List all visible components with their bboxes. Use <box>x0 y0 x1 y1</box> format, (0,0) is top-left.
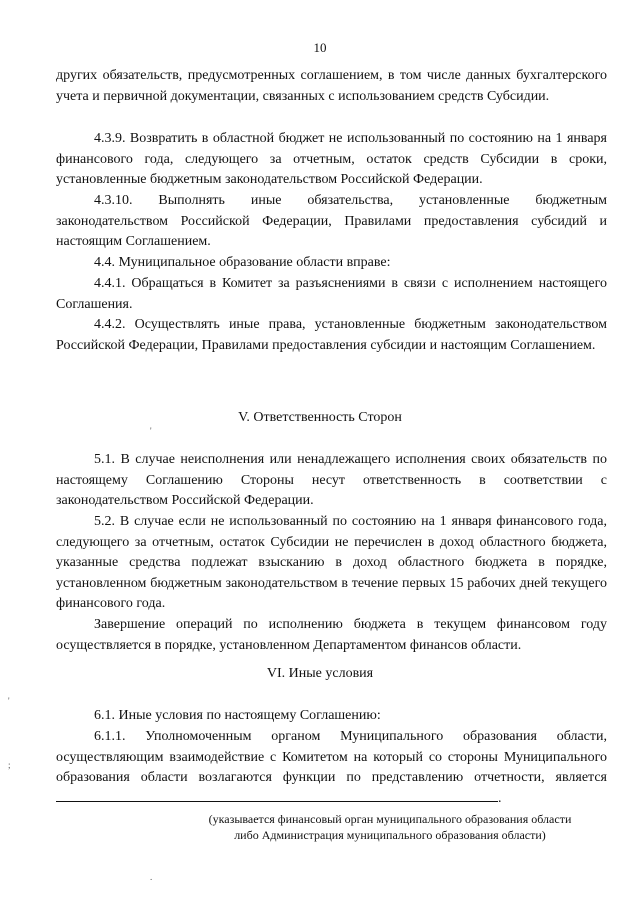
section-6-heading: VI. Иные условия <box>266 666 374 681</box>
paragraph-6-1-1-text: 6.1.1. Уполномоченным органом Муниципального образования области, осуществляющим взаимодействие с Комитетом на который со стороны Муниципального образования области возлагаются функции по представлению отчетности, является <box>56 729 607 785</box>
footnote-line-2: либо Администрация муниципального образования области) <box>234 828 546 842</box>
paragraph-4-4-1: 4.4.1. Обращаться в Комитет за разъяснениями в связи с исполнением настоящего Соглашения. <box>56 276 607 312</box>
paragraph-6-1-1-end: . <box>498 790 502 806</box>
paragraph-4-4: 4.4. Муниципальное образование области вправе: <box>94 255 391 270</box>
footnote-line-1: (указывается финансовый орган муниципального образования области <box>208 812 572 826</box>
page-number: 10 <box>313 40 327 55</box>
paragraph-6-1: 6.1. Иные условия по настоящему Соглашению: <box>94 708 381 723</box>
paragraph-6-1-1 <box>56 727 607 809</box>
paragraph-4-3-9: 4.3.9. Возвратить в областной бюджет не использованный по состоянию на 1 января финансового года, следующего за отчетным, остаток средств Субсидии в сроки, установленные бюджетным законодательством Российской Федерации. <box>56 131 607 187</box>
scan-mark: . <box>150 872 153 882</box>
scan-mark: ' <box>8 696 10 706</box>
paragraph-5-1: 5.1. В случае неисполнения или ненадлежащего исполнения своих обязательств по настоящему Соглашению Стороны несут ответственность в соответствии с законодательством Российской Федерации. <box>56 452 607 508</box>
scan-mark: ; <box>8 760 11 770</box>
fill-in-blank-line <box>56 789 498 802</box>
paragraph-5-2-continued: Завершение операций по исполнению бюджета в текущем финансовом году осуществляется в порядке, установленном Департаментом финансов области. <box>56 617 607 653</box>
paragraph-4-4-2: 4.4.2. Осуществлять иные права, установленные бюджетным законодательством Российской Федерации, Правилами предоставления субсидии и настоящим Соглашением. <box>56 317 607 353</box>
paragraph-4-3-10: 4.3.10. Выполнять иные обязательства, установленные бюджетным законодательством Российской Федерации, Правилами предоставления субсидий и настоящим Соглашением. <box>56 193 607 249</box>
section-5-heading: V. Ответственность Сторон <box>238 410 402 425</box>
paragraph-continuation: других обязательств, предусмотренных соглашением, в том числе данных бухгалтерского учета и первичной документации, связанных с использованием средств Субсидии. <box>56 68 607 104</box>
scan-mark: ' <box>150 426 152 436</box>
paragraph-5-2: 5.2. В случае если не использованный по состоянию на 1 января финансового года, следующего за отчетным, остаток Субсидии не перечислен в доход областного бюджета, указанные средства подлежат взысканию в доход областного бюджета в порядке, установленном бюджетным законодательством в течение первых 15 рабочих дней текущего финансового года. <box>56 514 607 611</box>
